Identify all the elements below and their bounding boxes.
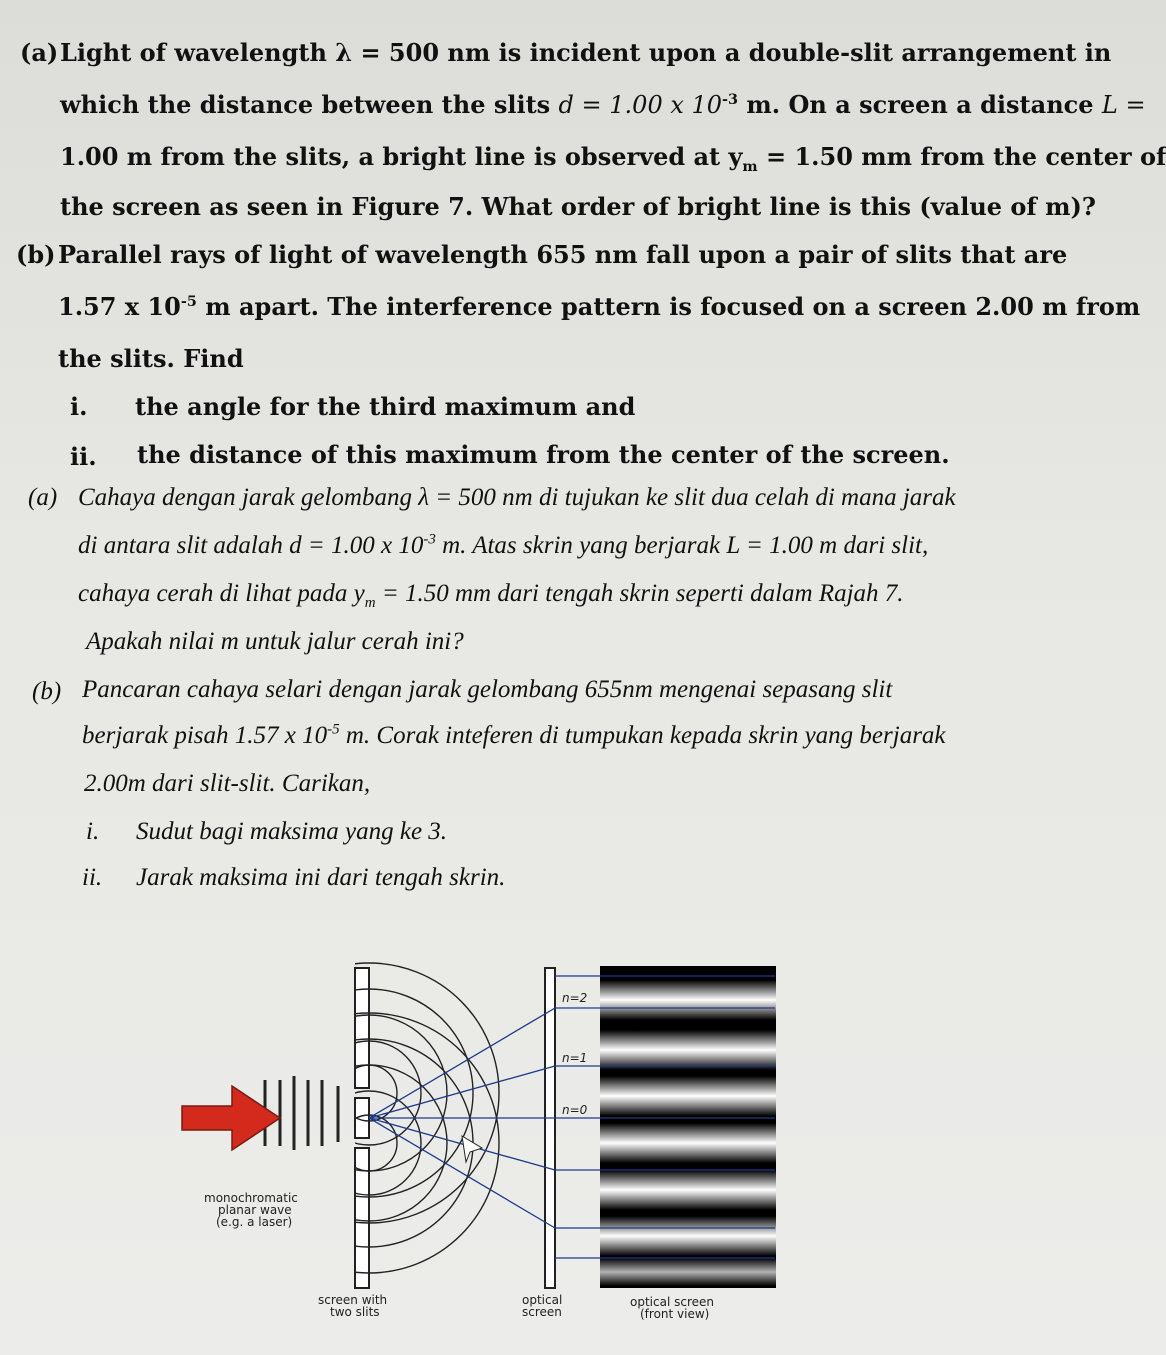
malay-question-b-line3: 2.00m dari slit-slit. Carikan,	[84, 770, 371, 797]
fringe-pattern	[600, 966, 776, 1288]
slits-label-line2: two slits	[330, 1305, 380, 1319]
malay-question-a-label: (a)	[28, 484, 58, 511]
screen-label-line1: optical	[522, 1293, 563, 1307]
english-question-a-line1: Light of wavelength λ = 500 nm is incident upon a double-slit arrangement in	[60, 38, 1112, 67]
english-question-a-line3: 1.00 m from the slits, a bright line is observed at $y_m = 1.50$ mm from the center of	[60, 142, 1166, 175]
source-label-line3: (e.g. a laser)	[216, 1215, 293, 1229]
english-item-i-number: i.	[70, 392, 88, 421]
optical-screen-side	[545, 968, 555, 1288]
malay-question-b-line2: berjarak pisah 1.57 x $10^{-5}$ m. Corak inteferen di tumpukan kepada skrin yang berjarak	[82, 721, 946, 749]
malay-item-ii-number: ii.	[82, 864, 103, 891]
english-item-i-text: the angle for the third maximum and	[135, 392, 636, 421]
english-question-a-line2: which the distance between the slits d = 1.00 x $10^{-3}$ m. On a screen a distance L =	[60, 90, 1146, 119]
malay-item-ii-text: Jarak maksima ini dari tengah skrin.	[136, 864, 506, 891]
source-label-line1: monochromatic	[204, 1191, 298, 1205]
malay-item-i-number: i.	[86, 818, 100, 845]
malay-question-b-label: (b)	[32, 678, 62, 705]
malay-question-a-line2: di antara slit adalah d = 1.00 x $10^{-3}$ m. Atas skrin yang berjarak L = 1.00 m dari slit,	[78, 531, 929, 559]
order-label-1: n=1	[562, 1051, 588, 1065]
malay-question-a-line1: Cahaya dengan jarak gelombang λ = 500 nm di tujukan ke slit dua celah di mana jarak	[78, 484, 956, 511]
order-label-2: n=2	[562, 991, 588, 1005]
double-slit-diagram	[170, 958, 790, 1338]
english-question-b-line1: Parallel rays of light of wavelength 655 nm fall upon a pair of slits that are	[58, 240, 1068, 269]
malay-question-a-line4: Apakah nilai m untuk jalur cerah ini?	[86, 628, 464, 655]
front-view-label-line1: optical screen	[630, 1295, 714, 1309]
plane-wave-lines	[265, 1076, 338, 1150]
english-question-a-line4: the screen as seen in Figure 7. What order of bright line is this (value of m)?	[60, 192, 1096, 221]
english-question-a-label: (a)	[20, 38, 59, 67]
english-question-b-line2: 1.57 x $10^{-5}$ m apart. The interference pattern is focused on a screen 2.00 m from	[58, 292, 1141, 321]
english-item-ii-text: the distance of this maximum from the center of the screen.	[137, 440, 950, 469]
order-label-0: n=0	[562, 1103, 588, 1117]
english-question-b-label: (b)	[16, 240, 56, 269]
malay-question-a-line3: cahaya cerah di lihat pada $y_m = 1.50$ mm dari tengah skrin seperti dalam Rajah 7.	[78, 580, 904, 611]
english-question-b-line3: the slits. Find	[58, 344, 244, 373]
english-item-ii-number: ii.	[70, 442, 97, 471]
malay-question-b-line1: Pancaran cahaya selari dengan jarak gelombang 655nm mengenai sepasang slit	[82, 676, 893, 703]
source-label-line2: planar wave	[218, 1203, 292, 1217]
screen-label-line2: screen	[522, 1305, 562, 1319]
slits-label-line1: screen with	[318, 1293, 388, 1307]
malay-item-i-text: Sudut bagi maksima yang ke 3.	[136, 818, 448, 845]
front-view-label-line2: (front view)	[640, 1307, 710, 1321]
